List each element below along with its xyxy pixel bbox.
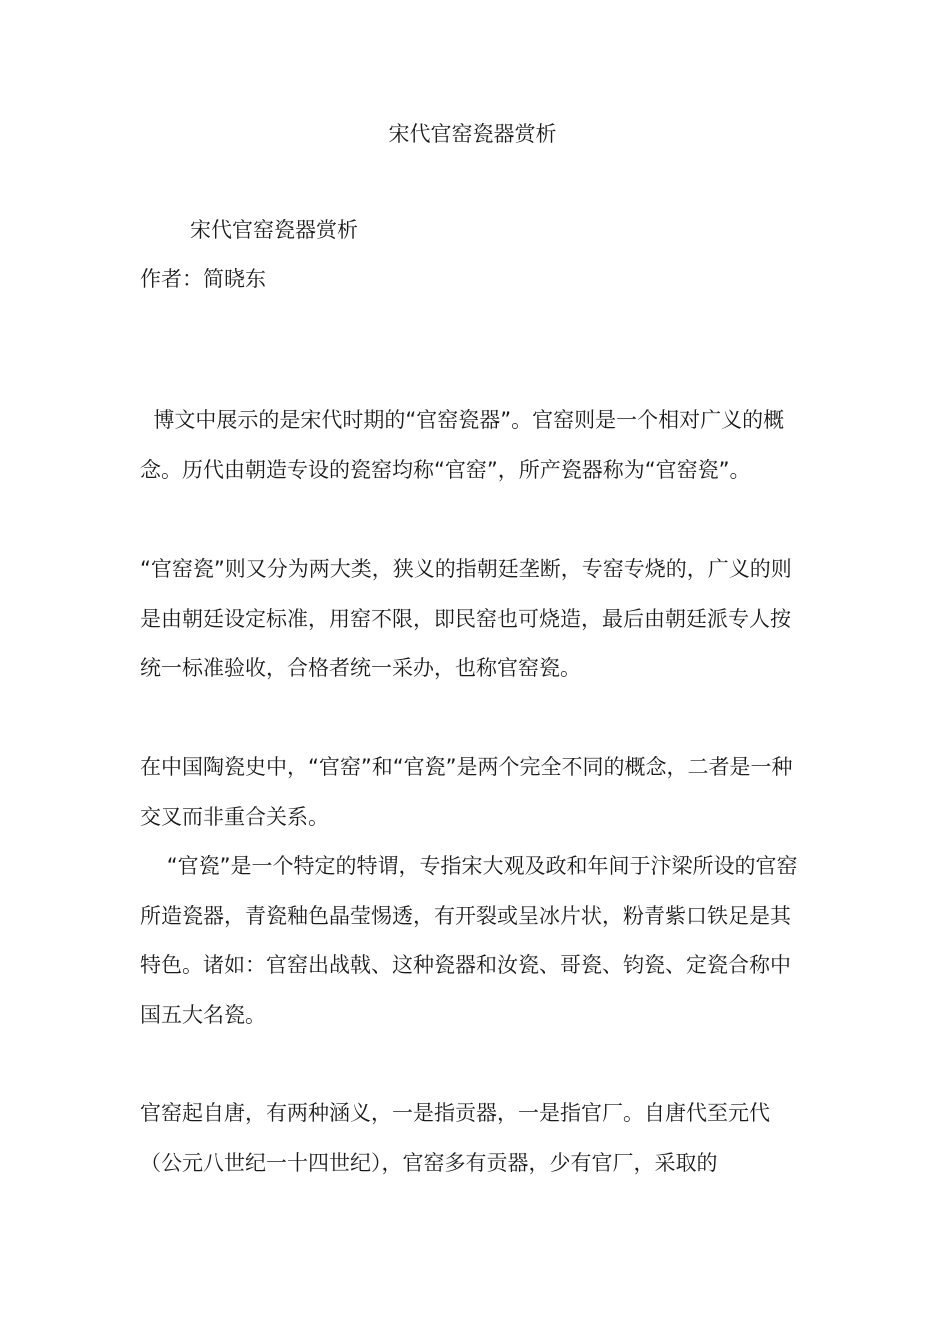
paragraph: “官瓷”是一个特定的特谓，专指宋大观及政和年间于汴梁所设的官窑所造瓷器，青瓷釉色晶莹惕透，有开裂或呈冰片状，粉青紫口铁足是其特色。诸如：官窑出战戟、这种瓷器和汝瓷、哥瓷、钧瓷、定瓷合称中国五大名瓷。 [140,854,798,1027]
document-title: 宋代官窑瓷器赏析 [388,122,557,146]
paragraph: 在中国陶瓷史中，“官窑”和“官瓷”是两个完全不同的概念，二者是一种交叉而非重合关系。 [140,755,793,829]
paragraph: 官窑起自唐，有两种涵义，一是指贡器，一是指官厂。自唐代至元代（公元八世纪一十四世纪），官窑多有贡器，少有官厂，采取的 [140,1101,770,1175]
paragraph: “官窑瓷”则又分为两大类，狭义的指朝廷垄断，专窑专烧的，广义的则是由朝廷设定标准，用窑不限，即民窑也可烧造，最后由朝廷派专人按统一标准验收，合格者统一采办，也称官窑瓷。 [140,557,792,680]
paragraph: 博文中展示的是宋代时期的“官窑瓷器”。官窑则是一个相对广义的概念。历代由朝造专设的瓷窑均称“官窑”，所产瓷器称为“官窑瓷”。 [140,408,785,482]
author-line: 作者：简晓东 [140,267,266,291]
article-subtitle: 宋代官窑瓷器赏析 [190,218,358,242]
